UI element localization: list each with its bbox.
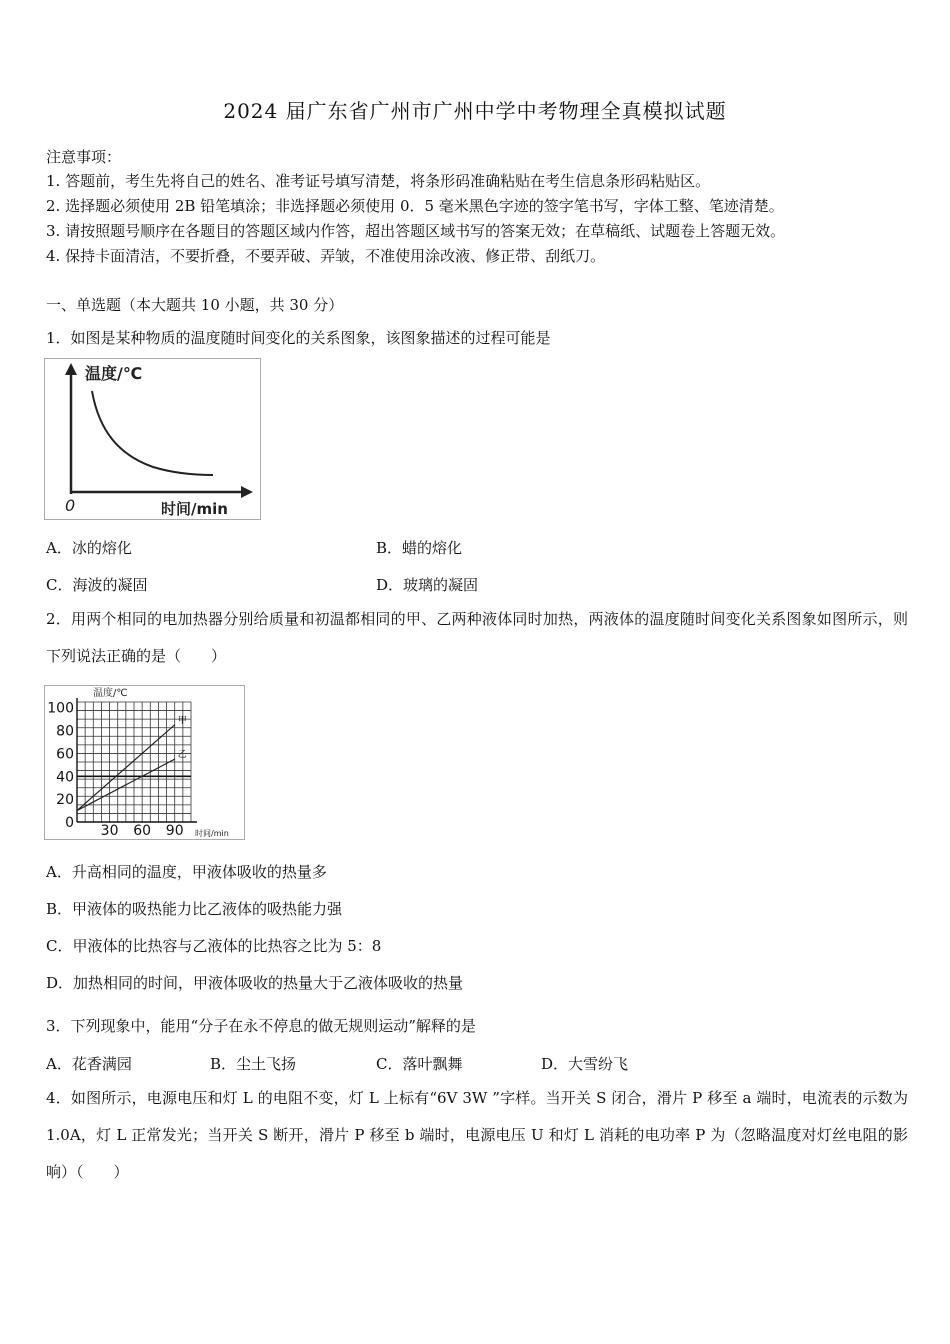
q2-ytick-label: 100 <box>47 700 74 717</box>
q2-ytick-label: 60 <box>56 746 74 763</box>
question-2-stem: 2．用两个相同的电加热器分别给质量和初温都相同的甲、乙两种液体同时加热，两液体的温度随时间变化关系图象如图所示，则下列说法正确的是（ ） <box>46 610 908 665</box>
question-3-stem: 3．下列现象中，能用“分子在永不停息的做无规则运动”解释的是 <box>46 1017 476 1035</box>
q2-ylabel: 温度/℃ <box>93 688 128 699</box>
q2-ytick-label: 40 <box>56 769 74 786</box>
q1-y-arrow <box>65 363 77 375</box>
q1-x-arrow <box>241 486 253 498</box>
q2-temperature-graph <box>45 686 244 839</box>
q3-option-c: C．落叶飘舞 <box>376 1055 463 1073</box>
q1-option-d: D．玻璃的凝固 <box>376 576 479 594</box>
notice-heading: 注意事项： <box>46 148 122 166</box>
q2-xlabel: 时间/min <box>195 829 229 838</box>
notice-item: 4. 保持卡面清洁，不要折叠，不要弄破、弄皱，不准使用涂改液、修正带、刮纸刀。 <box>46 247 606 265</box>
q1-option-b: B．蜡的熔化 <box>376 539 463 557</box>
question-4-stem: 4．如图所示，电源电压和灯 L 的电阻不变，灯 L 上标有“6V 3W ”字样。当开关 S 闭合，滑片 P 移至 a 端时，电流表的示数为 1.0A，灯 L 正常发光；当开关 S 断开，滑片 P 移至 b 端时，电源电压 U 和灯 L 消耗的电功率 P 为（忽略温度对灯丝电阻的影响）（ ） <box>46 1089 908 1181</box>
q2-xtick-label: 30 <box>100 823 119 839</box>
notice-item: 3. 请按照题号顺序在各题目的答题区域内作答，超出答题区域书写的答案无效；在草稿纸、试题卷上答题无效。 <box>46 222 786 240</box>
q3-option-b: B．尘土飞扬 <box>210 1055 297 1073</box>
notice-item: 1. 答题前，考生先将自己的姓名、准考证号填写清楚，将条形码准确粘贴在考生信息条形码粘贴区。 <box>46 172 711 190</box>
q2-option-d: D．加热相同的时间，甲液体吸收的热量大于乙液体吸收的热量 <box>46 974 464 992</box>
q2-xtick-label: 60 <box>133 823 152 839</box>
q2-series-label: 乙 <box>177 750 187 761</box>
q1-xlabel: 时间/min <box>161 500 228 518</box>
page-title: 2024 届广东省广州市广州中学中考物理全真模拟试题 <box>223 99 727 123</box>
q1-figure <box>44 358 261 520</box>
notice-item: 2. 选择题必须使用 2B 铅笔填涂；非选择题必须使用 0．5 毫米黑色字迹的签字笔书写，字体工整、笔迹清楚。 <box>46 197 784 215</box>
q3-option-a: A．花香满园 <box>46 1055 132 1073</box>
q2-ytick-label: 20 <box>56 792 74 809</box>
q1-temperature-graph <box>45 359 260 519</box>
q1-origin: 0 <box>65 496 76 515</box>
q2-option-c: C．甲液体的比热容与乙液体的比热容之比为 5：8 <box>46 937 382 955</box>
question-1-stem: 1．如图是某种物质的温度随时间变化的关系图象，该图象描述的过程可能是 <box>46 329 551 347</box>
q1-ylabel: 温度/℃ <box>85 364 143 383</box>
q2-ytick-label: 80 <box>56 723 74 740</box>
q2-option-a: A．升高相同的温度，甲液体吸收的热量多 <box>46 863 327 881</box>
q2-ytick-label: 0 <box>65 815 74 831</box>
q2-series-label: 甲 <box>177 715 187 726</box>
q2-xtick-label: 90 <box>165 823 184 839</box>
section-heading: 一、单选题（本大题共 10 小题，共 30 分） <box>46 296 344 314</box>
q1-option-c: C．海波的凝固 <box>46 576 148 594</box>
q2-option-b: B．甲液体的吸热能力比乙液体的吸热能力强 <box>46 900 343 918</box>
q1-cooling-curve <box>92 391 213 475</box>
q3-option-d: D．大雪纷飞 <box>541 1055 629 1073</box>
q1-option-a: A．冰的熔化 <box>46 539 132 557</box>
q2-figure <box>44 685 245 840</box>
